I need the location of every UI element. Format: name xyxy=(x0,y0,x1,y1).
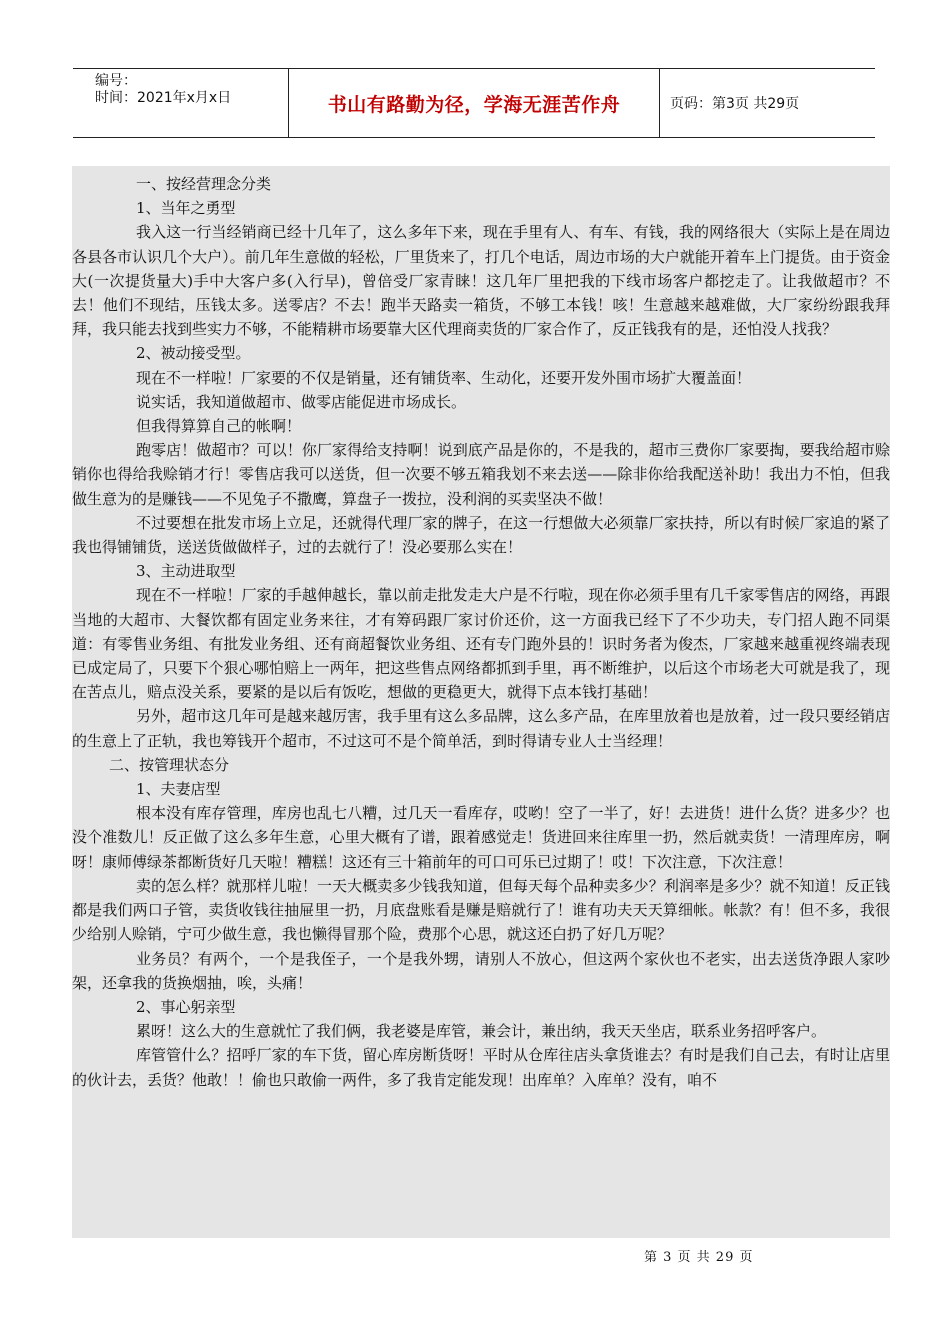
paragraph-list xyxy=(72,172,890,1092)
time-label: 时间：2021年x月x日 xyxy=(95,90,232,106)
number-label: 编号： xyxy=(95,73,137,89)
header-motto: 书山有路勤为径，学海无涯苦作舟 xyxy=(288,69,660,137)
document-body xyxy=(72,166,890,1238)
paragraph: 但我得算算自己的帐啊！ xyxy=(136,417,302,436)
header-meta xyxy=(73,69,288,137)
paragraph: 跑零店！做超市？可以！你厂家得给支持啊！说到底产品是你的，不是我的，超市三费你厂家要掏，要我给超市赊销你也得给我赊销才行！零售店我可以送货，但一次要不够五箱我划不来去送——除非你给我配送补助！我出力不怕，但我做生意为的是赚钱——不见兔子不撒鹰，算盘子一拨拉，没利润的买卖坚决不做！ xyxy=(72,441,890,508)
page-footer: 第 3 页 共 29 页 xyxy=(644,1250,754,1265)
paragraph: 说实话，我知道做超市、做零店能促进市场成长。 xyxy=(136,392,467,411)
section-heading: 一、按经营理念分类 xyxy=(136,175,272,193)
header-page-info: 页码：第3页 共29页 xyxy=(670,96,800,112)
paragraph: 不过要想在批发市场上立足，还就得代理厂家的牌子，在这一行想做大必须靠厂家扶持，所以有时候厂家追的紧了我也得铺铺货，送送货做做样子，过的去就行了！没必要那么实在！ xyxy=(72,513,890,557)
paragraph: 2、事心躬亲型 xyxy=(136,997,236,1016)
paragraph: 现在不一样啦！厂家要的不仅是销量，还有铺货率、生动化，还要开发外围市场扩大覆盖面！ xyxy=(136,368,752,387)
paragraph: 根本没有库存管理，库房也乱七八糟，过几天一看库存，哎哟！空了一半了，好！去进货！进什么货？进多少？也没个准数儿！反正做了这么多年生意，心里大概有了谱，跟着感觉走！货进回来往库里一扔，然后就卖货！一清理库房，啊呀！康师傅绿茶都断货好几天啦！糟糕！这还有三十箱前年的可口可乐已过期了！哎！下次注意，下次注意！ xyxy=(72,804,890,871)
paragraph: 现在不一样啦！厂家的手越伸越长，靠以前走批发走大户是不行啦，现在你必须手里有几千家零售店的网络，再跟当地的大超市、大餐饮都有固定业务来往，才有筹码跟厂家讨价还价，这一方面我已经下了不少功夫，专门招人跑不同渠道：有零售业务组、有批发业务组、还有商超餐饮业务组、还有专门跑外县的！识时务者为俊杰，厂家越来越重视终端表现已成定局了，只要下个狠心哪怕赔上一两年，把这些售点网络都抓到手里，再不断维护，以后这个市场老大可就是我了，现在苦点儿，赔点没关系，要紧的是以后有饭吃，想做的更稳更大，就得下点本钱打基础！ xyxy=(72,586,890,702)
section-heading: 二、按管理状态分 xyxy=(109,755,230,774)
paragraph: 1、夫妻店型 xyxy=(136,780,221,799)
paragraph: 另外，超市这几年可是越来越厉害，我手里有这么多品牌，这么多产品，在库里放着也是放着，过一段只要经销店的生意上了正轨，我也筹钱开个超市，不过这可不是个简单活，到时得请专业人士当经理！ xyxy=(72,707,890,750)
page-header xyxy=(73,68,875,138)
paragraph: 累呀！这么大的生意就忙了我们俩，我老婆是库管，兼会计，兼出纳，我天天坐店，联系业务招呼客户。 xyxy=(136,1022,827,1041)
paragraph: 3、主动进取型 xyxy=(136,562,236,581)
paragraph: 1、当年之勇型 xyxy=(136,199,236,218)
paragraph: 我入这一行当经销商已经十几年了，这么多年下来，现在手里有人、有车、有钱，我的网络很大（实际上是在周边各县各市认识几个大户）。前几年生意做的轻松，厂里货来了，打几个电话，周边市场的大户就能开着车上门提货。由于资金大(一次提货量大)手中大客户多(入行早)，曾倍受厂家青睐！这几年厂里把我的下线市场客户都挖走了。让我做超市？不去！他们不现结，压钱太多。送零店？不去！跑半天路卖一箱货，不够工本钱！咳！生意越来越难做，大厂家纷纷跟我拜拜，我只能去找到些实力不够，不能精耕市场要靠大区代理商卖货的厂家合作了，反正钱我有的是，还怕没人找我？ xyxy=(72,223,890,339)
paragraph: 业务员？有两个，一个是我侄子，一个是我外甥，请别人不放心，但这两个家伙也不老实，出去送货净跟人家吵架，还拿我的货换烟抽，唉，头痛！ xyxy=(72,949,890,992)
paragraph: 卖的怎么样？就那样儿啦！一天大概卖多少钱我知道，但每天每个品种卖多少？利润率是多少？就不知道！反正钱都是我们两口子管，卖货收钱往抽屉里一扔，月底盘账看是赚是赔就行了！谁有功夫天天算细帐。帐款？有！但不多，我很少给别人赊销，宁可少做生意，我也懒得冒那个险，费那个心思，就这还白扔了好几万呢？ xyxy=(72,876,890,944)
paragraph: 2、被动接受型。 xyxy=(136,344,251,363)
paragraph: 库管管什么？招呼厂家的车下货，留心库房断货呀！平时从仓库往店头拿货谁去？有时是我们自己去，有时让店里的伙计去，丢货？他敢！！偷也只敢偷一两件，多了我肯定能发现！出库单？入库单？没有，咱不 xyxy=(72,1046,890,1089)
